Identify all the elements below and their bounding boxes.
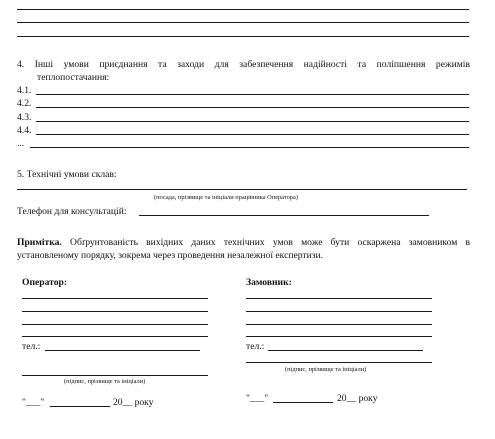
compiler-line[interactable] <box>17 189 467 190</box>
item-line-4-1[interactable] <box>36 94 469 95</box>
item-line-4-2[interactable] <box>36 107 469 108</box>
note-text-1: Обґрунтованість вихідних даних технічних умов може бути оскаржена замовником в <box>70 237 470 248</box>
note-line2: установленому порядку, зокрема через проведення незалежної експертизи. <box>17 250 324 261</box>
operator-date-year: 20__ року <box>113 397 154 408</box>
customer-line-4[interactable] <box>246 336 432 337</box>
operator-line-1[interactable] <box>22 298 208 299</box>
customer-date-day: "___" <box>246 393 269 404</box>
section-4-heading-line2: теплопостачання: <box>37 72 110 83</box>
customer-signature-line[interactable] <box>246 362 432 363</box>
item-line-4-4[interactable] <box>36 134 469 135</box>
section-5-heading: 5. Технічні умови склав: <box>17 169 117 180</box>
operator-line-2[interactable] <box>22 311 208 312</box>
customer-phone-line[interactable] <box>268 350 423 351</box>
customer-line-2[interactable] <box>246 311 432 312</box>
operator-title: Оператор: <box>22 277 68 288</box>
operator-signature-line[interactable] <box>22 375 208 376</box>
note-label: Примітка. <box>17 237 62 248</box>
item-label-4-4: 4.4. <box>17 125 32 136</box>
operator-line-4[interactable] <box>22 336 208 337</box>
blank-line-top-3[interactable] <box>17 36 469 37</box>
customer-date-month-line[interactable] <box>273 402 333 403</box>
item-line-4-3[interactable] <box>36 121 469 122</box>
operator-date-day: "___" <box>22 397 45 408</box>
customer-line-3[interactable] <box>246 324 432 325</box>
customer-signature-caption: (підпис, прізвище та ініціали) <box>285 366 367 373</box>
customer-title: Замовник: <box>246 277 292 288</box>
operator-signature-caption: (підпис, прізвище та ініціали) <box>64 378 146 385</box>
operator-phone-line[interactable] <box>45 350 200 351</box>
blank-line-top-1[interactable] <box>17 9 469 10</box>
operator-phone-label: тел.: <box>22 341 41 352</box>
item-label-4-3: 4.3. <box>17 112 32 123</box>
note-line1 <box>17 238 470 248</box>
compiler-caption: (посада, прізвище та ініціали працівника Оператора) <box>154 194 298 201</box>
blank-line-top-2[interactable] <box>17 22 469 23</box>
item-label-ellipsis: ... <box>17 138 25 149</box>
customer-line-1[interactable] <box>246 298 432 299</box>
customer-date-year: 20__ року <box>337 393 378 404</box>
operator-line-3[interactable] <box>22 324 208 325</box>
phone-consult-label: Телефон для консультацій: <box>17 206 127 217</box>
item-label-4-2: 4.2. <box>17 98 32 109</box>
item-line-ellipsis[interactable] <box>30 147 469 148</box>
customer-phone-label: тел.: <box>246 341 265 352</box>
item-label-4-1: 4.1. <box>17 85 32 96</box>
operator-date-month-line[interactable] <box>50 406 110 407</box>
section-4-heading-line1: 4. Інші умови приєднання та заходи для забезпечення надійності та поліпшення режимів <box>17 59 470 70</box>
phone-consult-line[interactable] <box>139 215 429 216</box>
